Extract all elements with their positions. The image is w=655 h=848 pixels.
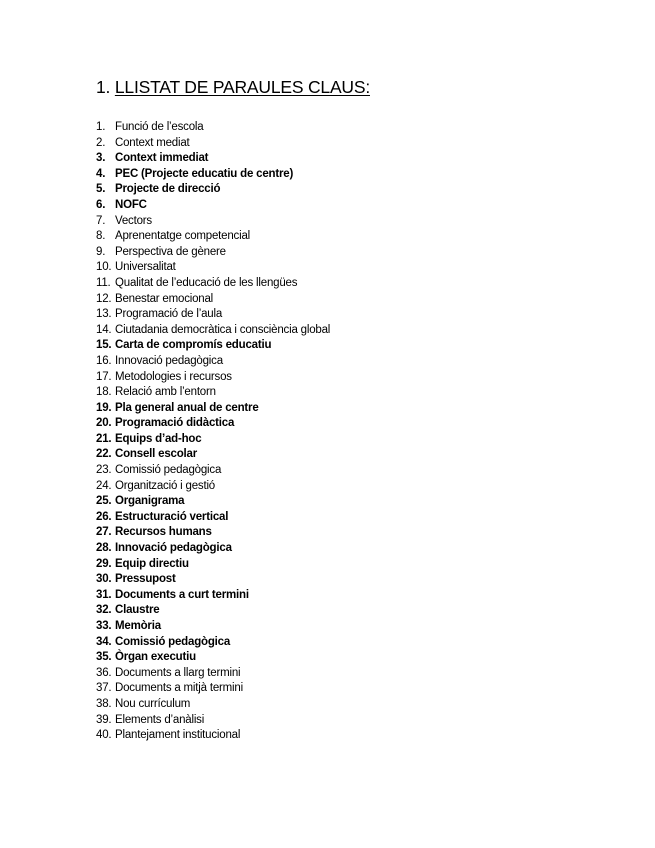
item-text: Documents a mitjà termini <box>115 682 243 695</box>
keyword-list-item <box>96 167 330 183</box>
item-number: 29. <box>96 557 112 570</box>
keyword-list-item <box>96 588 330 604</box>
keyword-list-item <box>96 354 330 370</box>
item-number: 12. <box>96 292 112 305</box>
item-number: 32. <box>96 604 112 617</box>
item-text: Programació didàctica <box>115 417 235 430</box>
item-number: 5. <box>96 183 106 196</box>
keyword-list-item <box>96 479 330 495</box>
item-text: Òrgan executiu <box>115 651 196 664</box>
keyword-list-item <box>96 728 330 744</box>
item-number: 37. <box>96 682 112 695</box>
item-text: Qualitat de l’educació de les llengües <box>115 276 298 289</box>
keyword-list-item <box>96 229 330 245</box>
item-number: 33. <box>96 620 112 632</box>
keyword-list-item <box>96 603 330 619</box>
item-text: Pressupost <box>115 573 176 586</box>
item-text: Ciutadania democràtica i consciència global <box>115 323 331 336</box>
item-number: 24. <box>96 479 112 492</box>
item-number: 19. <box>96 401 112 414</box>
keyword-list-item <box>96 182 330 198</box>
item-number: 30. <box>96 573 112 586</box>
item-number: 13. <box>96 308 112 321</box>
keyword-list-item <box>96 136 330 152</box>
item-number: 1. <box>96 121 106 133</box>
keyword-list-item <box>96 198 330 214</box>
item-number: 9. <box>96 245 106 258</box>
keyword-list-item <box>96 151 330 167</box>
item-text: Benestar emocional <box>115 292 214 305</box>
item-text: Plantejament institucional <box>115 729 241 742</box>
item-number: 28. <box>96 542 112 555</box>
item-text: Perspectiva de gènere <box>115 245 226 258</box>
section-heading <box>96 76 370 98</box>
item-text: Metodologies i recursos <box>115 370 232 383</box>
item-text: Consell escolar <box>115 448 198 461</box>
keyword-list-item <box>96 276 330 292</box>
item-number: 25. <box>96 495 112 508</box>
keyword-list-item <box>96 447 330 463</box>
item-text: Context immediat <box>115 152 209 165</box>
item-text: Organigrama <box>115 495 185 508</box>
item-number: 17. <box>96 370 112 383</box>
heading-number: 1. <box>96 77 111 97</box>
keyword-list-item <box>96 557 330 573</box>
item-text: Claustre <box>115 604 160 617</box>
keyword-list-item <box>96 572 330 588</box>
item-text: Organització i gestió <box>115 479 215 492</box>
item-number: 3. <box>96 152 106 165</box>
item-number: 38. <box>96 697 112 710</box>
item-text: NOFC <box>115 198 147 211</box>
keyword-list-item <box>96 681 330 697</box>
item-number: 16. <box>96 354 112 367</box>
keyword-list-item <box>96 510 330 526</box>
item-text: Elements d’anàlisi <box>115 713 205 726</box>
keyword-list-item <box>96 494 330 510</box>
item-text: Documents a curt termini <box>115 588 249 601</box>
item-text: Funció de l’escola <box>115 121 204 133</box>
item-text: Projecte de direcció <box>115 183 221 196</box>
keyword-list-item <box>96 635 330 651</box>
item-text: Context mediat <box>115 136 190 149</box>
item-number: 14. <box>96 323 112 336</box>
item-number: 40. <box>96 729 112 742</box>
item-number: 11. <box>96 276 111 289</box>
keyword-list-item <box>96 260 330 276</box>
keyword-list-item <box>96 463 330 479</box>
item-number: 8. <box>96 230 106 243</box>
item-number: 23. <box>96 464 112 477</box>
item-text: Estructuració vertical <box>115 510 229 523</box>
item-text: Nou currículum <box>115 697 191 710</box>
item-text: Documents a llarg termini <box>115 666 241 679</box>
item-text: Pla general anual de centre <box>115 401 259 414</box>
item-text: Programació de l’aula <box>115 308 223 321</box>
item-text: Innovació pedagògica <box>115 354 223 367</box>
item-text: Comissió pedagògica <box>115 464 222 477</box>
item-text: Memòria <box>115 620 161 632</box>
heading-title: LLISTAT DE PARAULES CLAUS: <box>114 77 370 97</box>
item-number: 7. <box>96 214 106 227</box>
item-text: Innovació pedagògica <box>115 542 232 555</box>
item-text: Comissió pedagògica <box>115 635 231 648</box>
item-number: 22. <box>96 448 112 461</box>
keyword-list-item <box>96 650 330 666</box>
keyword-list-item <box>96 120 330 136</box>
keyword-list-item <box>96 541 330 557</box>
item-number: 34. <box>96 635 112 648</box>
item-number: 35. <box>96 651 112 664</box>
keyword-list-item <box>96 385 330 401</box>
keyword-list <box>96 120 330 744</box>
keyword-list-item <box>96 245 330 261</box>
keyword-list-item <box>96 214 330 230</box>
item-number: 39. <box>96 713 112 726</box>
item-text: Carta de compromís educatiu <box>115 339 272 352</box>
item-text: PEC (Projecte educatiu de centre) <box>115 167 294 180</box>
keyword-list-item <box>96 323 330 339</box>
item-number: 18. <box>96 386 112 399</box>
keyword-list-item <box>96 307 330 323</box>
item-text: Aprenentatge competencial <box>115 230 251 243</box>
item-number: 26. <box>96 510 112 523</box>
item-number: 6. <box>96 198 106 211</box>
keyword-list-item <box>96 401 330 417</box>
item-text: Equips d’ad-hoc <box>115 432 202 445</box>
item-number: 36. <box>96 666 112 679</box>
item-number: 4. <box>96 167 106 180</box>
item-number: 21. <box>96 432 112 445</box>
keyword-list-item <box>96 697 330 713</box>
keyword-list-item <box>96 619 330 635</box>
keyword-list-item <box>96 338 330 354</box>
item-number: 27. <box>96 526 112 539</box>
keyword-list-item <box>96 713 330 729</box>
item-number: 10. <box>96 261 112 274</box>
keyword-list-item <box>96 370 330 386</box>
item-text: Vectors <box>115 214 152 227</box>
item-text: Recursos humans <box>115 526 212 539</box>
item-text: Relació amb l’entorn <box>115 386 216 399</box>
item-number: 20. <box>96 417 112 430</box>
item-number: 2. <box>96 136 106 149</box>
item-number: 31. <box>96 588 112 601</box>
item-text: Equip directiu <box>115 557 189 570</box>
keyword-list-item <box>96 525 330 541</box>
keyword-list-item <box>96 432 330 448</box>
keyword-list-item <box>96 416 330 432</box>
keyword-list-item <box>96 666 330 682</box>
keyword-list-item <box>96 292 330 308</box>
item-text: Universalitat <box>115 261 176 274</box>
item-number: 15. <box>96 339 112 352</box>
